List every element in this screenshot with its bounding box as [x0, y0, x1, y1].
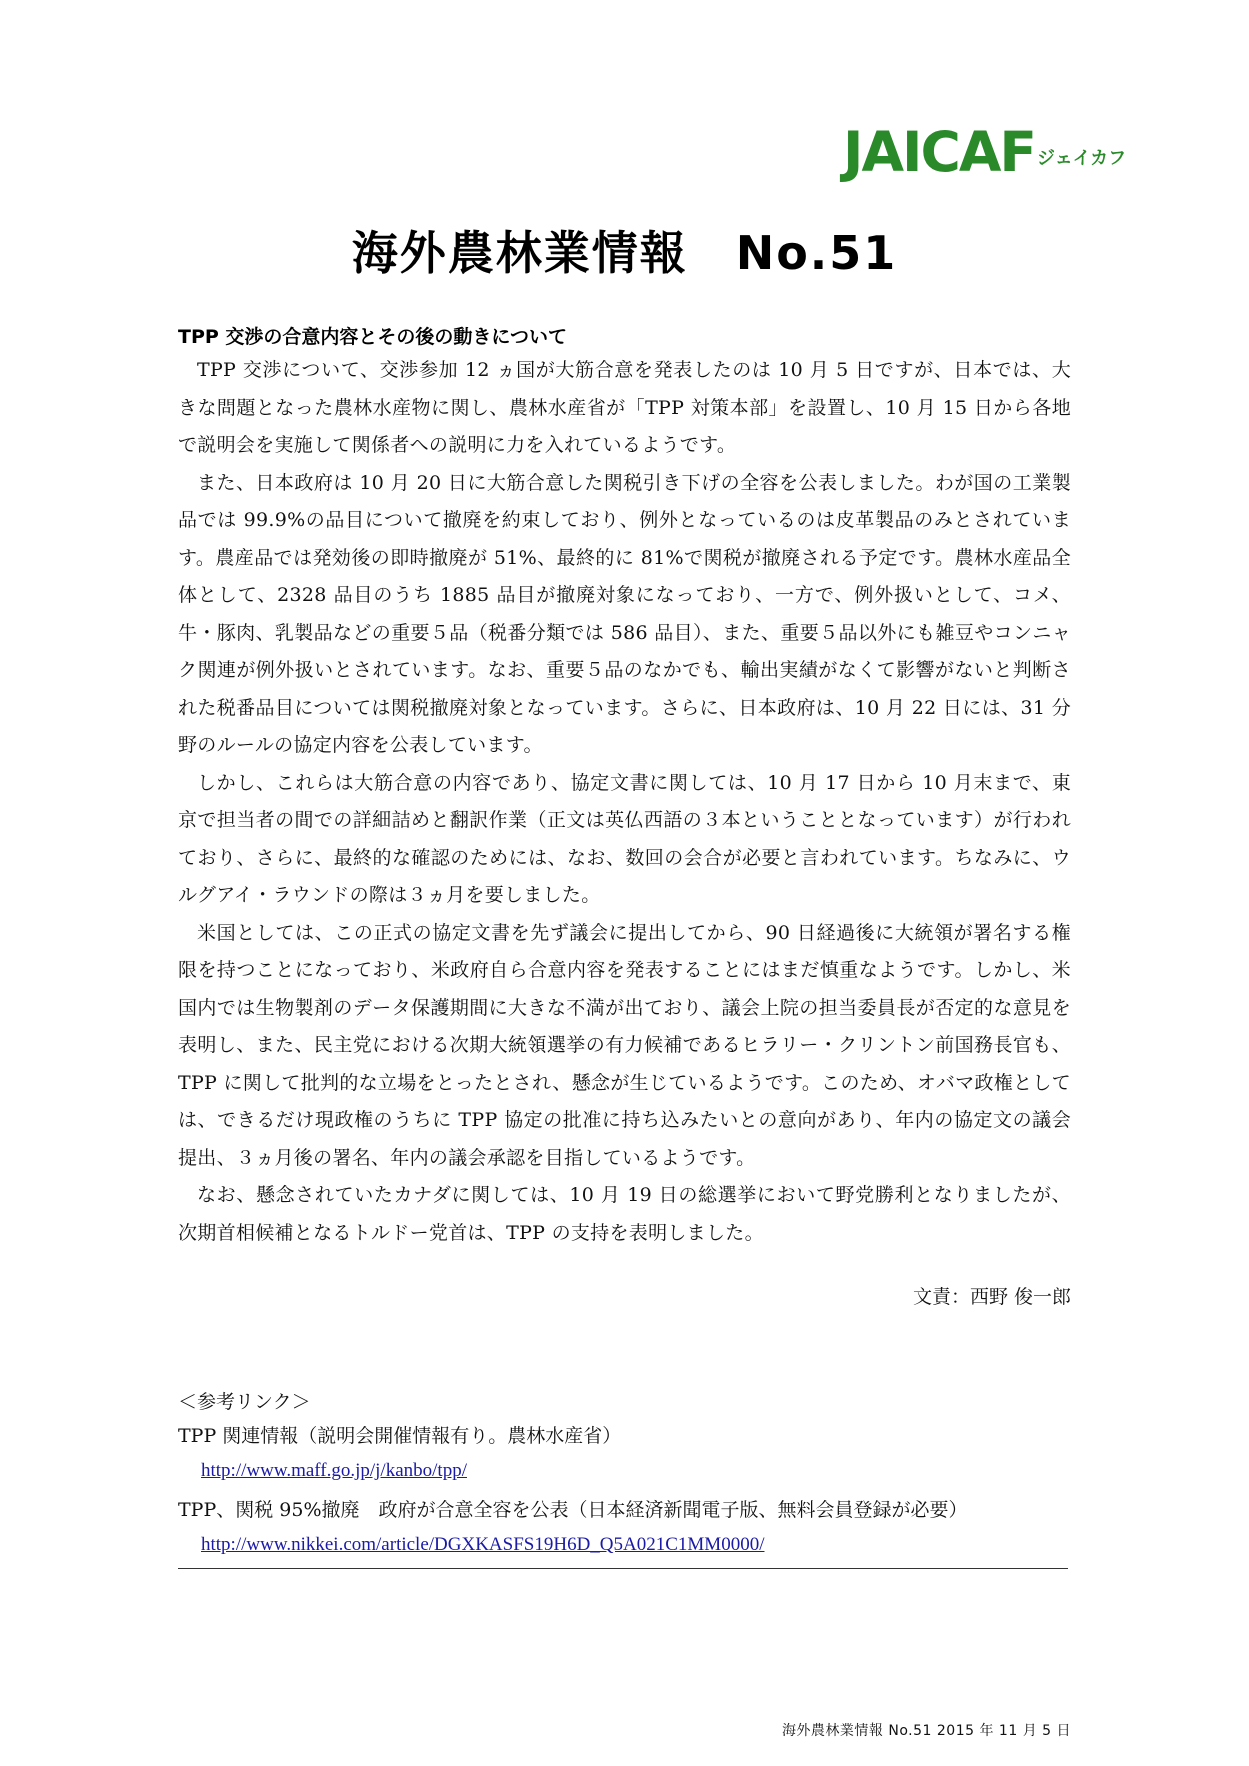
references-heading: ＜参考リンク＞ — [178, 1391, 311, 1413]
reference-title: TPP 関連情報（説明会開催情報有り。農林水産省） — [178, 1425, 622, 1447]
article-paragraph: また、日本政府は 10 月 20 日に大筋合意した関税引き下げの全容を公表しました。わが国の工業製品では 99.9%の品目について撤廃を約束しており、例外となっているのは皮革製品のみとされています。農産品では発効後の即時撤廃が 51%、最終的に 81%で関税が撤廃される予定です。農林水産品全体として、2328 品目のうち 1885 品目が撤廃対象になっており、一方で、例外扱いとして、コメ、牛・豚肉、乳製品などの重要５品（税番分類では 586 品目）、また、重要５品以外にも雑豆やコンニャク関連が例外扱いとされています。なお、重要５品のなかでも、輸出実績がなくて影響がないと判断された税番品目については関税撤廃対象となっています。さらに、日本政府は、10 月 22 日には、31 分野のルールの協定内容を公表しています。 — [178, 471, 1071, 756]
jaicaf-logo — [843, 118, 1127, 184]
article-heading: TPP 交渉の合意内容とその後の動きについて — [178, 326, 568, 348]
article-paragraph: 米国としては、この正式の協定文書を先ず議会に提出してから、90 日経過後に大統領が署名する権限を持つことになっており、米政府自ら合意内容を発表することにはまだ慎重なようです。しかし、米国内では生物製剤のデータ保護期間に大きな不満が出ており、議会上院の担当委員長が否定的な意見を表明し、また、民主党における次期大統領選挙の有力候補であるヒラリー・クリントン前国務長官も、TPP に関して批判的な立場をとったとされ、懸念が生じているようです。このため、オバマ政権としては、できるだけ現政権のうちに TPP 協定の批准に持ち込みたいとの意向があり、年内の協定文の議会提出、３ヵ月後の署名、年内の議会承認を目指しているようです。 — [178, 921, 1071, 1169]
page-title: 海外農林業情報 No.51 — [351, 226, 898, 280]
reference-links — [178, 1385, 1071, 1567]
reference-item — [178, 1493, 1071, 1563]
reference-link[interactable]: http://www.maff.go.jp/j/kanbo/tpp/ — [201, 1460, 467, 1481]
reference-title: TPP、関税 95%撤廃 政府が合意全容を公表（日本経済新聞電子版、無料会員登録が必要） — [178, 1499, 968, 1521]
article-paragraph: なお、懸念されていたカナダに関しては、10 月 19 日の総選挙において野党勝利となりましたが、次期首相候補となるトルドー党首は、TPP の支持を表明しました。 — [178, 1184, 1071, 1244]
page-footer: 海外農林業情報 No.51 2015 年 11 月 5 日 — [781, 1723, 1071, 1739]
reference-item — [178, 1419, 1071, 1489]
article — [178, 322, 1071, 1312]
author-credit: 文責：西野 俊一郎 — [912, 1286, 1071, 1308]
article-paragraph: TPP 交渉について、交渉参加 12 ヵ国が大筋合意を発表したのは 10 月 5 日ですが、日本では、大きな問題となった農林水産物に関し、農林水産省が「TPP 対策本部」を設置し、10 月 15 日から各地で説明会を実施して関係者への説明に力を入れているようです。 — [178, 359, 1071, 456]
reference-link[interactable]: http://www.nikkei.com/article/DGXKASFS19H6D_Q5A021C1MM0000/ — [201, 1534, 765, 1555]
logo-main-text: JAICAF — [843, 120, 1035, 184]
article-paragraph: しかし、これらは大筋合意の内容であり、協定文書に関しては、10 月 17 日から 10 月末まで、東京で担当者の間での詳細詰めと翻訳作業（正文は英仏西語の３本ということとなっています）が行われており、さらに、最終的な確認のためには、なお、数回の会合が必要と言われています。ちなみに、ウルグアイ・ラウンドの際は３ヵ月を要しました。 — [178, 771, 1071, 906]
divider-line — [178, 1568, 1068, 1569]
logo-sub-text: ジェイカフ — [1037, 148, 1127, 169]
